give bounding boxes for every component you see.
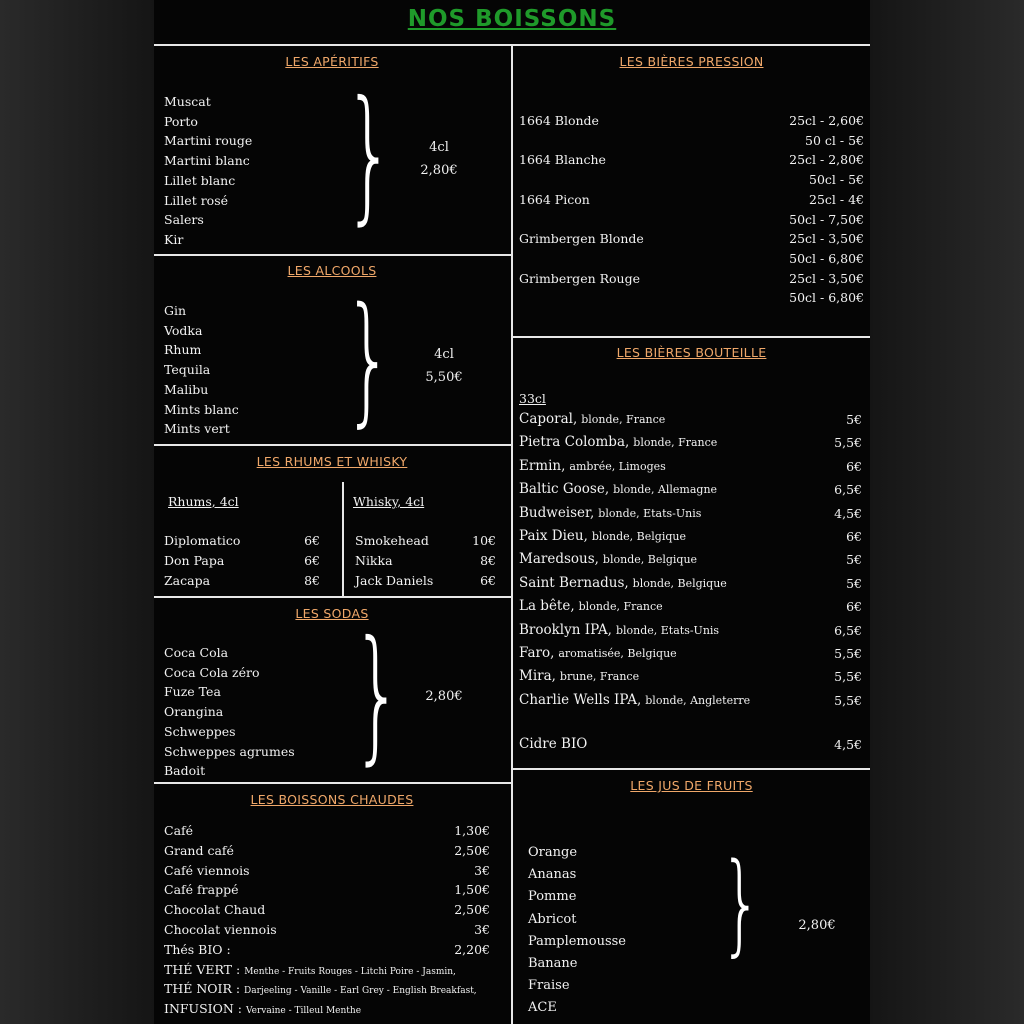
bouteille-desc: blonde, Belgique: [591, 530, 686, 543]
alcools-item: Mints vert: [164, 421, 230, 437]
chaude-name: Café viennois: [164, 862, 250, 878]
sodas-item: Badoit: [164, 763, 206, 779]
alcools-measure: 4cl: [434, 347, 454, 362]
pression-price: 25cl - 2,80€: [789, 152, 864, 168]
sodas-price: 2,80€: [425, 689, 463, 704]
bouteille-price: 5€: [846, 552, 862, 568]
sodas-item: Fuze Tea: [164, 684, 221, 700]
bouteille-desc: blonde, Angleterre: [645, 693, 751, 707]
sodas-item: Coca Cola: [164, 645, 229, 660]
section-title-aperitifs: LES APÉRITIFS: [285, 54, 379, 69]
section-title-sodas: LES SODAS: [295, 606, 369, 621]
chaude-name: Thés BIO :: [164, 941, 231, 957]
brace-aperitifs: }: [344, 70, 395, 239]
jus-item: Abricot: [528, 911, 577, 927]
chaude-name: Chocolat Chaud: [164, 902, 266, 918]
bouteille-desc: blonde, Belgique: [602, 553, 698, 567]
infusion-line: [164, 1001, 361, 1016]
chaude-price: 1,50€: [454, 882, 490, 898]
brace-alcools: }: [344, 278, 393, 441]
the-noir-list: Darjeeling - Vanille - Earl Grey - English Breakfast,: [244, 986, 477, 996]
rhums-label: Rhums, 4cl: [168, 494, 239, 509]
whisky-name: Jack Daniels: [355, 573, 434, 588]
aperitifs-item: Lillet blanc: [164, 172, 236, 188]
bouteille-desc: blonde, France: [633, 436, 718, 450]
infusion-list: Vervaine - Tilleul Menthe: [245, 1006, 362, 1016]
bouteille-name: Faro,: [519, 645, 555, 661]
section-title-chaudes: LES BOISSONS CHAUDES: [250, 792, 414, 807]
sodas-item: Coca Cola zéro: [164, 664, 260, 680]
aperitifs-measure: 4cl: [429, 140, 449, 155]
the-vert-list: Menthe - Fruits Rouges - Litchi Poire - Jasmin,: [244, 967, 456, 977]
alcools-price-block: [409, 343, 479, 389]
bouteille-desc: aromatisée, Belgique: [558, 647, 677, 660]
jus-item: Orange: [528, 845, 578, 860]
bouteille-name: Mira,: [519, 668, 556, 685]
bouteille-item: [519, 481, 717, 497]
chaude-price: 2,50€: [454, 902, 490, 918]
divider-sodas: [154, 782, 512, 784]
bouteille-item: [519, 598, 663, 614]
bouteille-item: [519, 458, 666, 474]
bouteille-price: 5,5€: [834, 692, 862, 708]
the-noir-label: THÉ NOIR :: [164, 981, 241, 996]
bouteille-item: [519, 575, 727, 591]
jus-item: Fraise: [528, 978, 570, 994]
bouteille-desc: blonde, Etats-Unis: [598, 506, 702, 520]
bouteille-name: Brooklyn IPA,: [519, 621, 612, 638]
jus-item: Pamplemousse: [528, 933, 626, 949]
the-vert-label: THÉ VERT :: [164, 962, 241, 977]
bouteille-name: Caporal,: [519, 411, 578, 427]
rhum-name: Diplomatico: [164, 533, 241, 548]
the-noir-line: [164, 981, 477, 996]
aperitifs-item: Martini rouge: [164, 133, 253, 149]
chaude-name: Chocolat viennois: [164, 922, 277, 937]
alcools-item: Tequila: [164, 362, 211, 378]
bouteille-price: 6€: [846, 458, 862, 474]
bouteille-name: Paix Dieu,: [519, 528, 588, 544]
sodas-item: Schweppes: [164, 723, 236, 739]
infusion-label: INFUSION :: [164, 1001, 242, 1016]
brace-sodas: }: [352, 610, 403, 779]
jus-item: Pomme: [528, 889, 577, 905]
alcools-item: Mints blanc: [164, 401, 239, 417]
rhum-name: Zacapa: [164, 573, 211, 588]
whisky-label: Whisky, 4cl: [353, 494, 425, 509]
bouteille-price: 6,5€: [834, 622, 862, 638]
bouteille-item: [519, 505, 701, 521]
rhum-price: 6€: [304, 533, 320, 548]
bouteille-desc: blonde, Etats-Unis: [615, 623, 720, 637]
bouteille-name: Charlie Wells IPA,: [519, 691, 642, 708]
background-right: [870, 0, 1024, 1024]
bouteille-item: [519, 551, 697, 567]
divider-center: [511, 44, 513, 1024]
alcools-item: Vodka: [164, 322, 203, 338]
bouteille-name: Maredsous,: [519, 551, 599, 568]
whisky-name: Smokehead: [355, 533, 429, 548]
cidre-name: Cidre BIO: [519, 736, 588, 752]
alcools-item: Rhum: [164, 342, 202, 358]
chaude-price: 3€: [474, 922, 490, 937]
section-title-jus: LES JUS DE FRUITS: [630, 778, 753, 793]
pression-price: 25cl - 3,50€: [789, 231, 864, 247]
bouteille-item: [519, 622, 719, 638]
bouteille-price: 5€: [846, 575, 862, 591]
bouteille-item: [519, 434, 717, 450]
bouteille-item: [519, 528, 686, 544]
pression-price: 50 cl - 5€: [805, 132, 864, 148]
divider-bouteille: [512, 768, 870, 770]
bouteille-desc: brune, France: [559, 670, 640, 684]
pression-price: 25cl - 2,60€: [789, 113, 864, 128]
aperitifs-price: 2,80€: [420, 163, 458, 178]
pression-name: 1664 Blonde: [519, 113, 599, 128]
bouteille-name: Ermin,: [519, 457, 566, 474]
chaude-price: 3€: [474, 862, 490, 878]
alcools-price: 5,50€: [425, 370, 463, 385]
chaude-price: 2,50€: [454, 842, 490, 858]
pression-price: 50cl - 7,50€: [789, 211, 864, 227]
jus-item: Banane: [528, 956, 578, 972]
pression-price: 25cl - 3,50€: [789, 270, 864, 286]
sodas-item: Schweppes agrumes: [164, 743, 295, 759]
divider-alcools: [154, 444, 512, 446]
rhum-price: 8€: [304, 573, 320, 588]
section-title-rhums-whisky: LES RHUMS ET WHISKY: [256, 454, 408, 469]
jus-item: ACE: [528, 1000, 557, 1016]
sodas-list: [164, 643, 295, 781]
alcools-item: Malibu: [164, 381, 209, 397]
sodas-item: Orangina: [164, 704, 224, 720]
whisky-price: 10€: [472, 533, 496, 548]
jus-price: 2,80€: [798, 918, 836, 933]
chaude-name: Café: [164, 823, 194, 838]
section-title-alcools: LES ALCOOLS: [287, 263, 377, 278]
aperitifs-list: [164, 92, 252, 250]
bouteille-price: 6€: [846, 599, 862, 615]
pression-price: 50cl - 6,80€: [789, 250, 864, 266]
bouteille-name: Pietra Colomba,: [519, 434, 630, 451]
whisky-name: Nikka: [355, 553, 393, 568]
cidre-price: 4,5€: [834, 737, 862, 752]
aperitifs-item: Kir: [164, 231, 184, 247]
section-title-pression: LES BIÈRES PRESSION: [619, 54, 764, 69]
bouteille-desc: blonde, Belgique: [632, 576, 727, 590]
bouteille-size: 33cl: [519, 391, 546, 406]
menu-title: NOS BOISSONS: [407, 6, 617, 32]
the-vert-line: [164, 962, 456, 977]
divider-rhums: [154, 596, 512, 598]
bouteille-desc: blonde, Allemagne: [613, 483, 718, 497]
menu-board: [154, 0, 870, 1024]
rhum-name: Don Papa: [164, 553, 225, 568]
bouteille-price: 4,5€: [834, 505, 862, 521]
bouteille-desc: blonde, France: [578, 600, 663, 614]
bouteille-desc: blonde, France: [581, 413, 666, 426]
jus-item: Ananas: [528, 867, 577, 883]
aperitifs-item: Lillet rosé: [164, 192, 229, 208]
chaude-name: Café frappé: [164, 882, 239, 898]
aperitifs-item: Porto: [164, 113, 198, 129]
divider-aperitifs: [154, 254, 512, 256]
bouteille-price: 5,5€: [834, 435, 862, 451]
divider-pression: [512, 336, 870, 338]
chaude-name: Grand café: [164, 842, 234, 858]
divider-rhums-whisky: [342, 482, 344, 596]
aperitifs-item: Salers: [164, 212, 204, 228]
aperitifs-item: Muscat: [164, 94, 211, 109]
chaude-price: 2,20€: [454, 941, 490, 957]
aperitifs-price-block: [404, 136, 474, 182]
bouteille-item: [519, 645, 677, 661]
pression-name: Grimbergen Rouge: [519, 270, 640, 286]
pression-price: 50cl - 5€: [809, 172, 864, 188]
pression-name: 1664 Blanche: [519, 152, 606, 168]
bouteille-price: 5,5€: [834, 646, 862, 661]
pression-name: Grimbergen Blonde: [519, 231, 644, 247]
bouteille-desc: ambrée, Limoges: [569, 459, 666, 473]
section-title-bouteille: LES BIÈRES BOUTEILLE: [616, 345, 767, 360]
whisky-price: 6€: [480, 573, 496, 588]
bouteille-name: Budweiser,: [519, 504, 595, 521]
whisky-price: 8€: [480, 553, 496, 568]
chaude-price: 1,30€: [454, 823, 490, 838]
alcools-list: [164, 301, 239, 439]
bouteille-price: 6€: [846, 529, 862, 544]
background-left: [0, 0, 154, 1024]
bouteille-price: 6,5€: [834, 482, 862, 498]
bouteille-item: [519, 692, 750, 708]
pression-price: 25cl - 4€: [809, 191, 864, 207]
bouteille-name: Saint Bernadus,: [519, 574, 629, 591]
bouteille-price: 5,5€: [834, 669, 862, 685]
brace-jus: }: [720, 839, 762, 967]
bouteille-name: La bête,: [519, 598, 575, 615]
alcools-item: Gin: [164, 303, 187, 318]
bouteille-price: 5€: [846, 412, 862, 427]
bouteille-item: [519, 411, 665, 427]
bouteille-name: Baltic Goose,: [519, 481, 610, 498]
pression-name: 1664 Picon: [519, 191, 590, 207]
aperitifs-item: Martini blanc: [164, 153, 250, 169]
bouteille-item: [519, 668, 639, 684]
pression-price: 50cl - 6,80€: [789, 290, 864, 306]
jus-list: [528, 842, 626, 1020]
rhum-price: 6€: [304, 553, 320, 568]
